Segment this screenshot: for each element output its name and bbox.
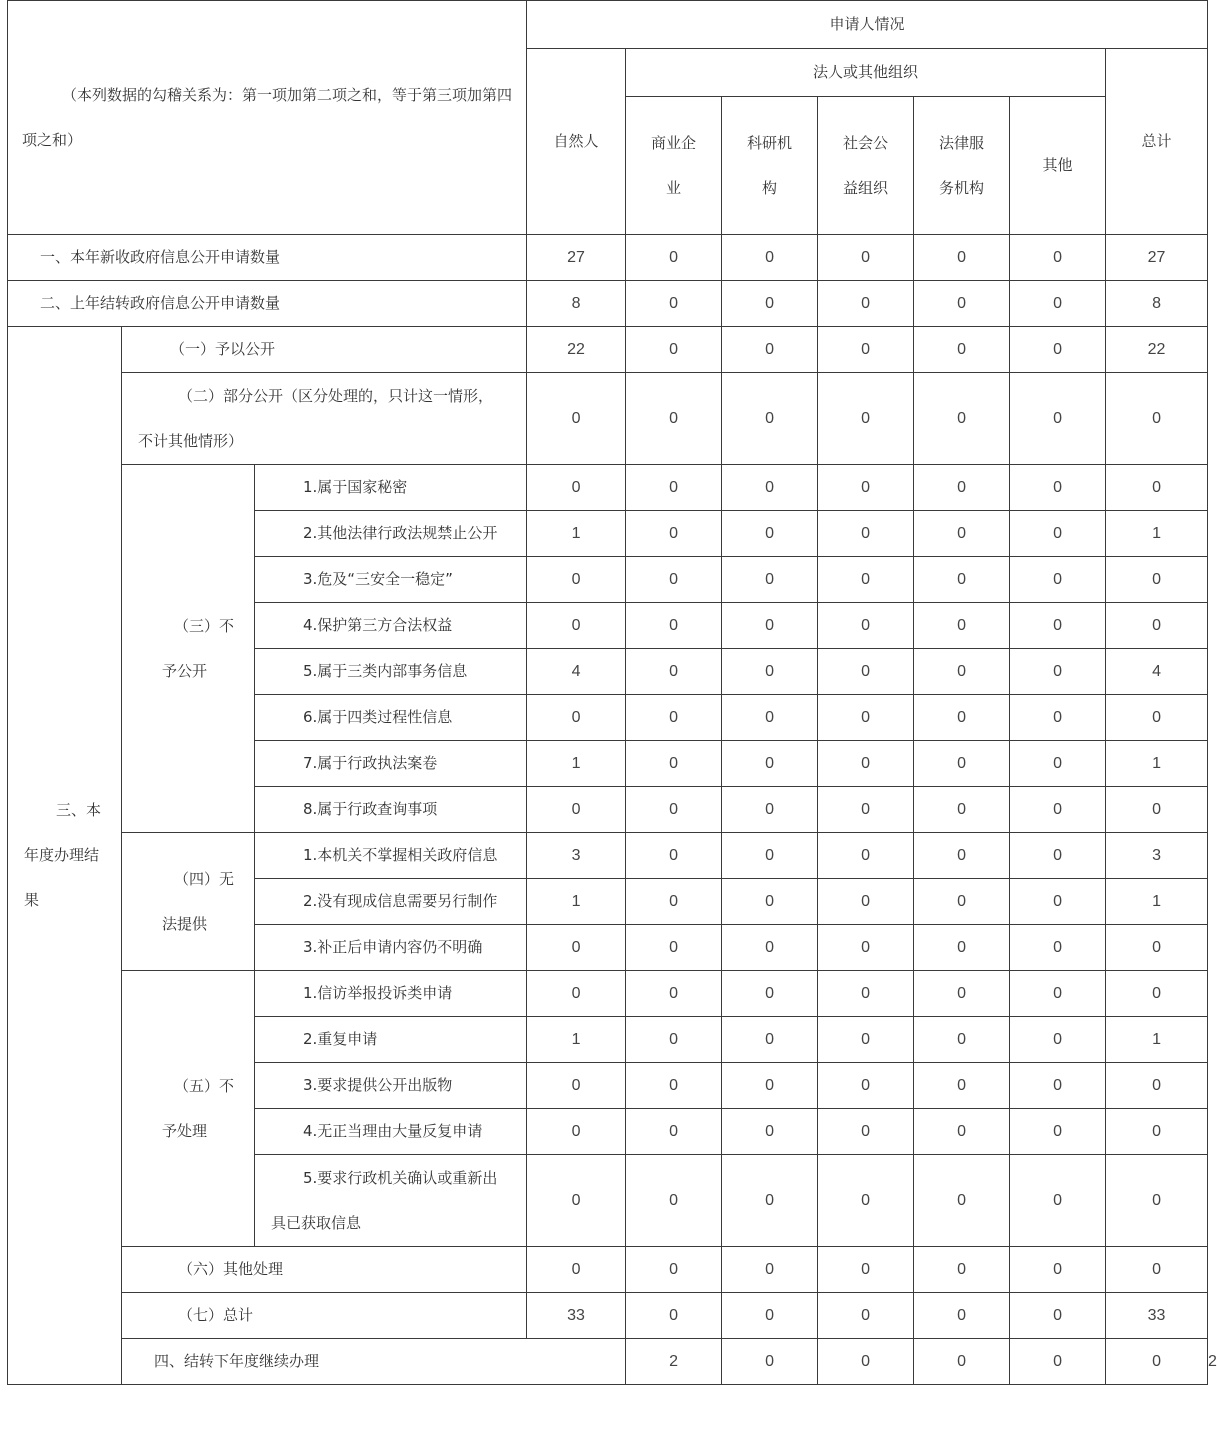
cell-value: 0	[914, 281, 1010, 327]
row-label: 2.重复申请	[255, 1017, 527, 1063]
cell-value: 4	[527, 649, 626, 695]
cell-value: 0	[1106, 603, 1208, 649]
cell-value: 0	[626, 971, 722, 1017]
cell-value: 0	[1010, 281, 1106, 327]
cell-value: 0	[1106, 1109, 1208, 1155]
cell-value: 0	[626, 557, 722, 603]
row-label: 一、本年新收政府信息公开申请数量	[8, 235, 527, 281]
table-row	[8, 465, 1208, 511]
cell-value: 0	[722, 1155, 818, 1247]
cell-value: 0	[818, 1109, 914, 1155]
cell-value: 0	[626, 1155, 722, 1247]
row-label: 3.危及“三安全一稳定”	[255, 557, 527, 603]
cell-value: 22	[527, 327, 626, 373]
cell-value: 0	[527, 465, 626, 511]
cell-value: 0	[914, 511, 1010, 557]
cell-value: 0	[1010, 511, 1106, 557]
cell-value: 0	[722, 1247, 818, 1293]
cell-value: 0	[1010, 833, 1106, 879]
cell-value: 0	[626, 741, 722, 787]
cell-value: 0	[914, 741, 1010, 787]
cell-value: 1	[527, 741, 626, 787]
cell-value: 2	[626, 1339, 722, 1385]
cell-value: 0	[818, 1247, 914, 1293]
cell-value: 0	[1010, 1339, 1106, 1385]
cell-value: 0	[626, 1293, 722, 1339]
row-label: 6.属于四类过程性信息	[255, 695, 527, 741]
cell-value: 0	[722, 971, 818, 1017]
cell-value: 0	[722, 1017, 818, 1063]
cell-value: 0	[1106, 925, 1208, 971]
row-label: 2.没有现成信息需要另行制作	[255, 879, 527, 925]
cell-value: 0	[722, 1339, 818, 1385]
cell-value: 0	[1010, 1247, 1106, 1293]
cell-value: 0	[1010, 741, 1106, 787]
cell-value: 0	[626, 649, 722, 695]
cell-value: 0	[722, 833, 818, 879]
cell-value: 0	[1106, 1247, 1208, 1293]
row-label: 1.信访举报投诉类申请	[255, 971, 527, 1017]
cell-value: 0	[626, 879, 722, 925]
cell-value: 0	[914, 1293, 1010, 1339]
cell-value: 0	[722, 741, 818, 787]
cell-value: 27	[527, 235, 626, 281]
cell-value: 0	[1106, 695, 1208, 741]
cell-value: 0	[626, 603, 722, 649]
group5-label: （五）不予处理	[122, 971, 255, 1247]
cell-value: 0	[722, 373, 818, 465]
cell-value: 0	[914, 557, 1010, 603]
cell-value: 0	[626, 235, 722, 281]
row-label: 7.属于行政执法案卷	[255, 741, 527, 787]
cell-value: 0	[722, 1109, 818, 1155]
row-label: 1.属于国家秘密	[255, 465, 527, 511]
table-row: 四、结转下年度继续办理 2 0 0 0 0 0 2	[8, 1339, 1208, 1385]
cell-value: 0	[722, 603, 818, 649]
cell-value: 0	[1010, 1063, 1106, 1109]
cell-value: 0	[818, 557, 914, 603]
cell-value: 0	[527, 1155, 626, 1247]
cell-value: 0	[527, 695, 626, 741]
table-row	[8, 1247, 1208, 1293]
cell-value: 1	[527, 1017, 626, 1063]
cell-value: 0	[722, 1293, 818, 1339]
cell-value: 0	[1010, 971, 1106, 1017]
cell-value: 0	[1106, 1063, 1208, 1109]
cell-value: 0	[914, 971, 1010, 1017]
legal-service-org-header: 法律服务机构	[914, 97, 1010, 235]
cell-value: 0	[914, 327, 1010, 373]
cell-value: 0	[626, 787, 722, 833]
cell-value: 0	[1010, 235, 1106, 281]
cell-value: 1	[1106, 511, 1208, 557]
cell-value: 0	[818, 649, 914, 695]
cell-value: 0	[1010, 1293, 1106, 1339]
cell-value: 0	[722, 649, 818, 695]
cell-value: 0	[527, 971, 626, 1017]
cell-value: 0	[722, 327, 818, 373]
cell-value: 0	[914, 695, 1010, 741]
cell-value: 0	[1106, 1339, 1208, 1385]
cell-value: 27	[1106, 235, 1208, 281]
cell-value: 22	[1106, 327, 1208, 373]
row-label: （一）予以公开	[122, 327, 527, 373]
row-label: 4.保护第三方合法权益	[255, 603, 527, 649]
cell-value: 0	[626, 925, 722, 971]
cell-value: 1	[527, 511, 626, 557]
cell-value: 33	[527, 1293, 626, 1339]
cell-value: 0	[1010, 465, 1106, 511]
row-label: 5.属于三类内部事务信息	[255, 649, 527, 695]
cell-value: 0	[818, 787, 914, 833]
cell-value: 0	[818, 235, 914, 281]
cell-value: 0	[818, 327, 914, 373]
cell-value: 0	[722, 1063, 818, 1109]
cell-value: 0	[1106, 787, 1208, 833]
cell-value: 0	[1010, 603, 1106, 649]
cell-value: 0	[626, 465, 722, 511]
cell-value: 0	[527, 925, 626, 971]
cell-value: 1	[1106, 741, 1208, 787]
research-institution-header: 科研机构	[722, 97, 818, 235]
section3-label: 三、本年度办理结果	[8, 327, 122, 1385]
table-row	[8, 327, 1208, 373]
cell-value: 0	[722, 925, 818, 971]
group4-label: （四）无法提供	[122, 833, 255, 971]
cell-value: 0	[914, 879, 1010, 925]
cell-value: 33	[1106, 1293, 1208, 1339]
cell-value: 0	[818, 695, 914, 741]
row-label: 3.要求提供公开出版物	[255, 1063, 527, 1109]
cell-value: 0	[1106, 971, 1208, 1017]
cell-value: 0	[527, 1247, 626, 1293]
cell-value: 0	[722, 281, 818, 327]
cell-value: 0	[914, 833, 1010, 879]
row-label: （六）其他处理	[122, 1247, 527, 1293]
cell-value: 0	[722, 787, 818, 833]
table-row	[8, 1293, 1208, 1339]
public-welfare-org-header: 社会公益组织	[818, 97, 914, 235]
cell-value: 8	[527, 281, 626, 327]
cell-value: 0	[1010, 327, 1106, 373]
cell-value: 3	[1106, 833, 1208, 879]
cell-value: 0	[914, 649, 1010, 695]
cell-value: 0	[626, 1017, 722, 1063]
row-label: 二、上年结转政府信息公开申请数量	[8, 281, 527, 327]
commercial-enterprise-header: 商业企业	[626, 97, 722, 235]
natural-person-header: 自然人	[527, 49, 626, 235]
total-header: 总计	[1106, 49, 1208, 235]
cell-value: 0	[914, 603, 1010, 649]
cell-value: 0	[818, 281, 914, 327]
row-label: 3.补正后申请内容仍不明确	[255, 925, 527, 971]
cell-value: 0	[818, 833, 914, 879]
cell-value: 0	[1010, 557, 1106, 603]
cell-value: 0	[914, 925, 1010, 971]
cell-value: 0	[722, 465, 818, 511]
cell-value: 0	[1010, 373, 1106, 465]
cell-value: 0	[818, 879, 914, 925]
cell-value: 0	[626, 695, 722, 741]
legal-or-other-header: 法人或其他组织	[626, 49, 1106, 97]
table-row	[8, 833, 1208, 879]
disclosure-applications-table	[7, 0, 1217, 1385]
cell-value: 0	[527, 373, 626, 465]
cell-value: 0	[626, 833, 722, 879]
cell-value: 1	[1106, 1017, 1208, 1063]
cell-value: 0	[1010, 649, 1106, 695]
cell-value: 0	[626, 1063, 722, 1109]
cell-value: 1	[1106, 879, 1208, 925]
cell-value: 0	[914, 1155, 1010, 1247]
table-note: （本列数据的勾稽关系为：第一项加第二项之和，等于第三项加第四项之和）	[8, 1, 527, 235]
row-label: 4.无正当理由大量反复申请	[255, 1109, 527, 1155]
cell-value: 0	[818, 1339, 914, 1385]
cell-value: 0	[626, 281, 722, 327]
cell-value: 0	[818, 511, 914, 557]
row-label: 2.其他法律行政法规禁止公开	[255, 511, 527, 557]
table-row	[8, 373, 1208, 465]
cell-value: 0	[914, 1017, 1010, 1063]
cell-value: 0	[1010, 925, 1106, 971]
table-row	[8, 281, 1208, 327]
cell-value: 0	[914, 1109, 1010, 1155]
other-header: 其他	[1010, 97, 1106, 235]
cell-value: 0	[914, 465, 1010, 511]
cell-value: 0	[626, 373, 722, 465]
cell-value: 0	[527, 1063, 626, 1109]
row-label: 5.要求行政机关确认或重新出具已获取信息	[255, 1155, 527, 1247]
cell-value: 0	[818, 603, 914, 649]
cell-value: 0	[1106, 465, 1208, 511]
cell-value: 0	[1106, 373, 1208, 465]
cell-value: 0	[1010, 1155, 1106, 1247]
cell-value: 0	[1010, 695, 1106, 741]
cell-value: 0	[722, 879, 818, 925]
cell-value: 0	[1106, 1155, 1208, 1247]
row-label: 1.本机关不掌握相关政府信息	[255, 833, 527, 879]
cell-value: 0	[722, 235, 818, 281]
cell-value: 0	[1010, 879, 1106, 925]
cell-value: 8	[1106, 281, 1208, 327]
cell-value: 0	[722, 511, 818, 557]
cell-value: 1	[527, 879, 626, 925]
cell-value: 0	[818, 465, 914, 511]
cell-value: 0	[818, 925, 914, 971]
cell-value: 0	[818, 1155, 914, 1247]
cell-value: 0	[914, 373, 1010, 465]
cell-value: 0	[722, 557, 818, 603]
cell-value: 0	[818, 741, 914, 787]
cell-value: 0	[626, 1109, 722, 1155]
cell-value: 0	[818, 971, 914, 1017]
row-label: （七）总计	[122, 1293, 527, 1339]
cell-value: 0	[914, 235, 1010, 281]
cell-value: 0	[914, 1247, 1010, 1293]
cell-value: 0	[626, 511, 722, 557]
cell-value: 0	[1010, 1109, 1106, 1155]
cell-value: 0	[1106, 557, 1208, 603]
row-label: 8.属于行政查询事项	[255, 787, 527, 833]
cell-value: 0	[818, 1017, 914, 1063]
group3-label: （三）不予公开	[122, 465, 255, 833]
cell-value: 0	[527, 557, 626, 603]
cell-value: 0	[914, 1063, 1010, 1109]
cell-value: 0	[1010, 787, 1106, 833]
cell-value: 0	[527, 787, 626, 833]
cell-value: 0	[626, 327, 722, 373]
cell-value: 0	[1010, 1017, 1106, 1063]
cell-value: 0	[914, 787, 1010, 833]
cell-value: 0	[527, 1109, 626, 1155]
cell-value: 4	[1106, 649, 1208, 695]
cell-value: 3	[527, 833, 626, 879]
row-label: 四、结转下年度继续办理	[122, 1339, 626, 1385]
cell-value: 0	[818, 1063, 914, 1109]
cell-value: 0	[914, 1339, 1010, 1385]
applicant-situation-header: 申请人情况	[527, 1, 1208, 49]
table-row	[8, 971, 1208, 1017]
cell-value: 0	[722, 695, 818, 741]
cell-value: 0	[626, 1247, 722, 1293]
cell-value: 0	[527, 603, 626, 649]
row-label: （二）部分公开（区分处理的，只计这一情形，不计其他情形）	[122, 373, 527, 465]
cell-value: 0	[818, 1293, 914, 1339]
cell-value: 0	[818, 373, 914, 465]
table-row	[8, 235, 1208, 281]
